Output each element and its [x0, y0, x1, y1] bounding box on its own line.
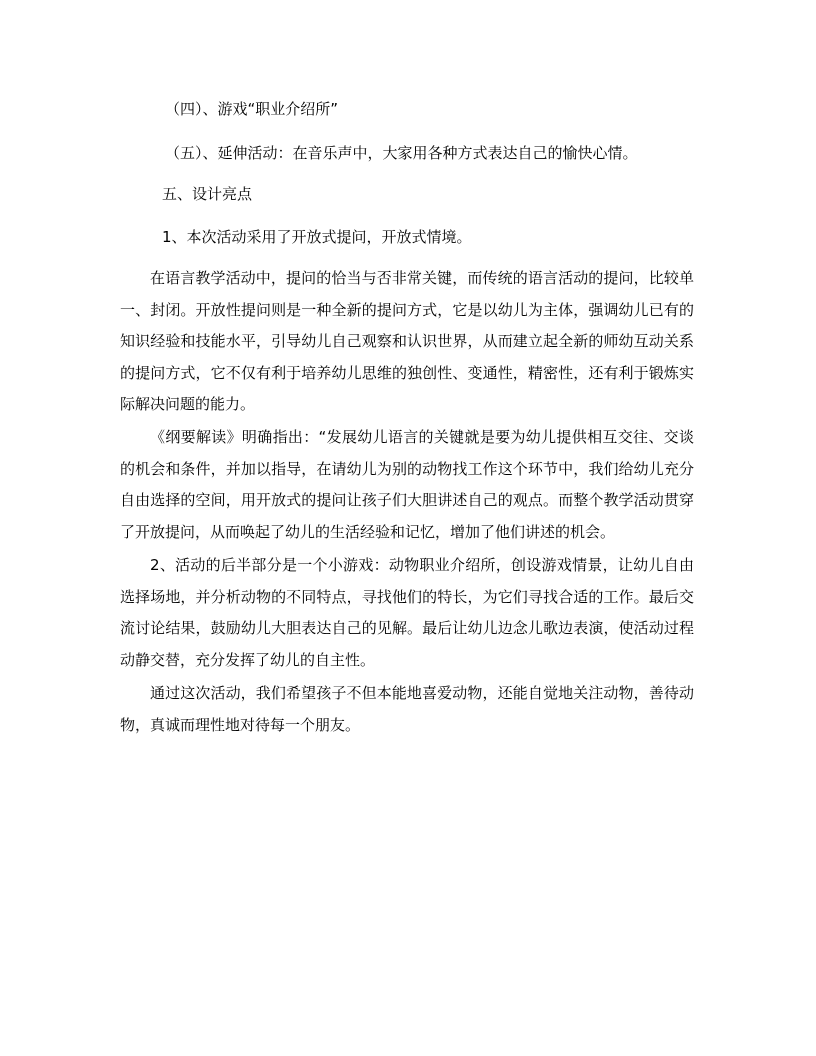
point-one-heading: 1、本次活动采用了开放式提问，开放式情境。	[162, 228, 472, 246]
paragraph-outline-quote: 《纲要解读》明确指出：“发展幼儿语言的关键就是要为幼儿提供相互交往、交谈的机会和条件，并加以指导，在请幼儿为别的动物找工作这个环节中，我们给幼儿充分自由选择的空间，用开放式的提问让孩子们大胆讲述自己的观点。而整个教学活动贯穿了开放提问，从而唤起了幼儿的生活经验和记忆，增加了他们讲述的机会。	[120, 428, 694, 541]
paragraph-point-two: 2、活动的后半部分是一个小游戏：动物职业介绍所，创设游戏情景，让幼儿自由选择场地，并分析动物的不同特点，寻找他们的特长，为它们寻找合适的工作。最后交流讨论结果，鼓励幼儿大胆表达自己的见解。最后让幼儿边念儿歌边表演，使活动过程动静交替，充分发挥了幼儿的自主性。	[120, 556, 694, 669]
paragraph-conclusion: 通过这次活动，我们希望孩子不但本能地喜爱动物，还能自觉地关注动物，善待动物，真诚而理性地对待每一个朋友。	[120, 684, 694, 734]
item-five-extension-activity: （五）、延伸活动：在音乐声中，大家用各种方式表达自己的愉快心情。	[165, 144, 638, 162]
paragraph-open-questions: 在语言教学活动中，提问的恰当与否非常关键，而传统的语言活动的提问，比较单一、封闭。开放性提问则是一种全新的提问方式，它是以幼儿为主体，强调幼儿已有的知识经验和技能水平，引导幼儿自己观察和认识世界，从而建立起全新的师幼互动关系的提问方式，它不仅有利于培养幼儿思维的独创性、变通性，精密性，还有利于锻炼实际解决问题的能力。	[120, 269, 694, 413]
item-four-game: （四）、游戏“职业介绍所”	[165, 100, 339, 118]
section-five-heading: 五、设计亮点	[162, 185, 253, 203]
